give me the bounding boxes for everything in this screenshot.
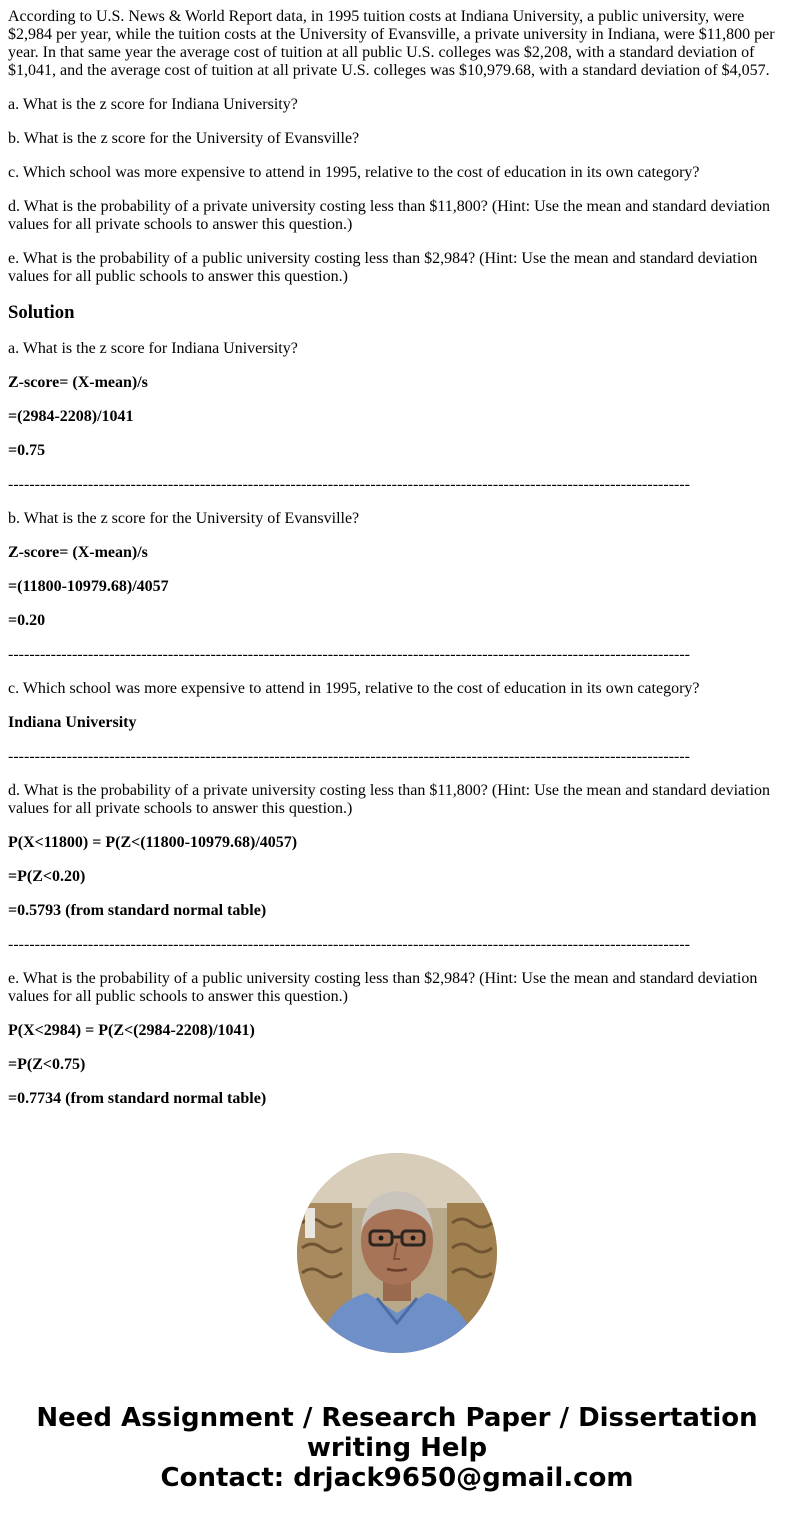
solution-a-question: a. What is the z score for Indiana University?	[8, 340, 298, 357]
solution-heading: Solution	[8, 302, 75, 323]
solution-c-answer: Indiana University	[8, 714, 137, 731]
solution-e-step2: =P(Z<0.75)	[8, 1056, 86, 1073]
solution-d-step2: =P(Z<0.20)	[8, 868, 86, 885]
separator: --------------------------------------------------------------------------------------------------------------------------------	[8, 748, 690, 765]
solution-d-step1: P(X<11800) = P(Z<(11800-10979.68)/4057)	[8, 834, 298, 851]
solution-b-formula: Z-score= (X-mean)/s	[8, 544, 148, 561]
solution-b-substitution: =(11800-10979.68)/4057	[8, 578, 169, 595]
separator: --------------------------------------------------------------------------------------------------------------------------------	[8, 476, 690, 493]
solution-e-result: =0.7734 (from standard normal table)	[8, 1090, 267, 1107]
question-b: b. What is the z score for the University of Evansville?	[8, 130, 360, 147]
promo-headline: Need Assignment / Research Paper / Dissertation writing Help	[36, 1403, 758, 1463]
author-portrait-image	[297, 1153, 497, 1353]
solution-a-substitution: =(2984-2208)/1041	[8, 408, 134, 425]
separator: --------------------------------------------------------------------------------------------------------------------------------	[8, 646, 690, 663]
question-e: e. What is the probability of a public university costing less than $2,984? (Hint: Use the mean and standard deviation values for all public schools to answer this question.)	[8, 250, 758, 285]
promo-footer	[0, 1403, 794, 1493]
question-a: a. What is the z score for Indiana University?	[8, 96, 298, 113]
solution-a-formula: Z-score= (X-mean)/s	[8, 374, 148, 391]
solution-d-question: d. What is the probability of a private university costing less than $11,800? (Hint: Use the mean and standard deviation values for all private schools to answer this question.)	[8, 782, 771, 817]
solution-b-question: b. What is the z score for the University of Evansville?	[8, 510, 360, 527]
question-intro: According to U.S. News & World Report data, in 1995 tuition costs at Indiana University, a public university, were $2,984 per year, while the tuition costs at the University of Evansville, a private university in Indiana, were $11,800 per year. In that same year the average cost of tuition at all public U.S. colleges was $2,208, with a standard deviation of $1,041, and the average cost of tuition at all private U.S. colleges was $10,979.68, with a standard deviation of $4,057.	[8, 8, 775, 79]
solution-b-result: =0.20	[8, 612, 46, 629]
contact-email: Contact: drjack9650@gmail.com	[160, 1463, 634, 1493]
separator: --------------------------------------------------------------------------------------------------------------------------------	[8, 936, 690, 953]
solution-e-step1: P(X<2984) = P(Z<(2984-2208)/1041)	[8, 1022, 255, 1039]
solution-d-result: =0.5793 (from standard normal table)	[8, 902, 267, 919]
solution-e-question: e. What is the probability of a public university costing less than $2,984? (Hint: Use the mean and standard deviation values for all public schools to answer this question.)	[8, 970, 758, 1005]
solution-a-result: =0.75	[8, 442, 46, 459]
document-body	[8, 8, 786, 1124]
question-c: c. Which school was more expensive to attend in 1995, relative to the cost of education in its own category?	[8, 164, 700, 181]
solution-c-question: c. Which school was more expensive to attend in 1995, relative to the cost of education in its own category?	[8, 680, 700, 697]
author-avatar	[297, 1153, 497, 1353]
question-d: d. What is the probability of a private university costing less than $11,800? (Hint: Use the mean and standard deviation values for all private schools to answer this question.)	[8, 198, 771, 233]
